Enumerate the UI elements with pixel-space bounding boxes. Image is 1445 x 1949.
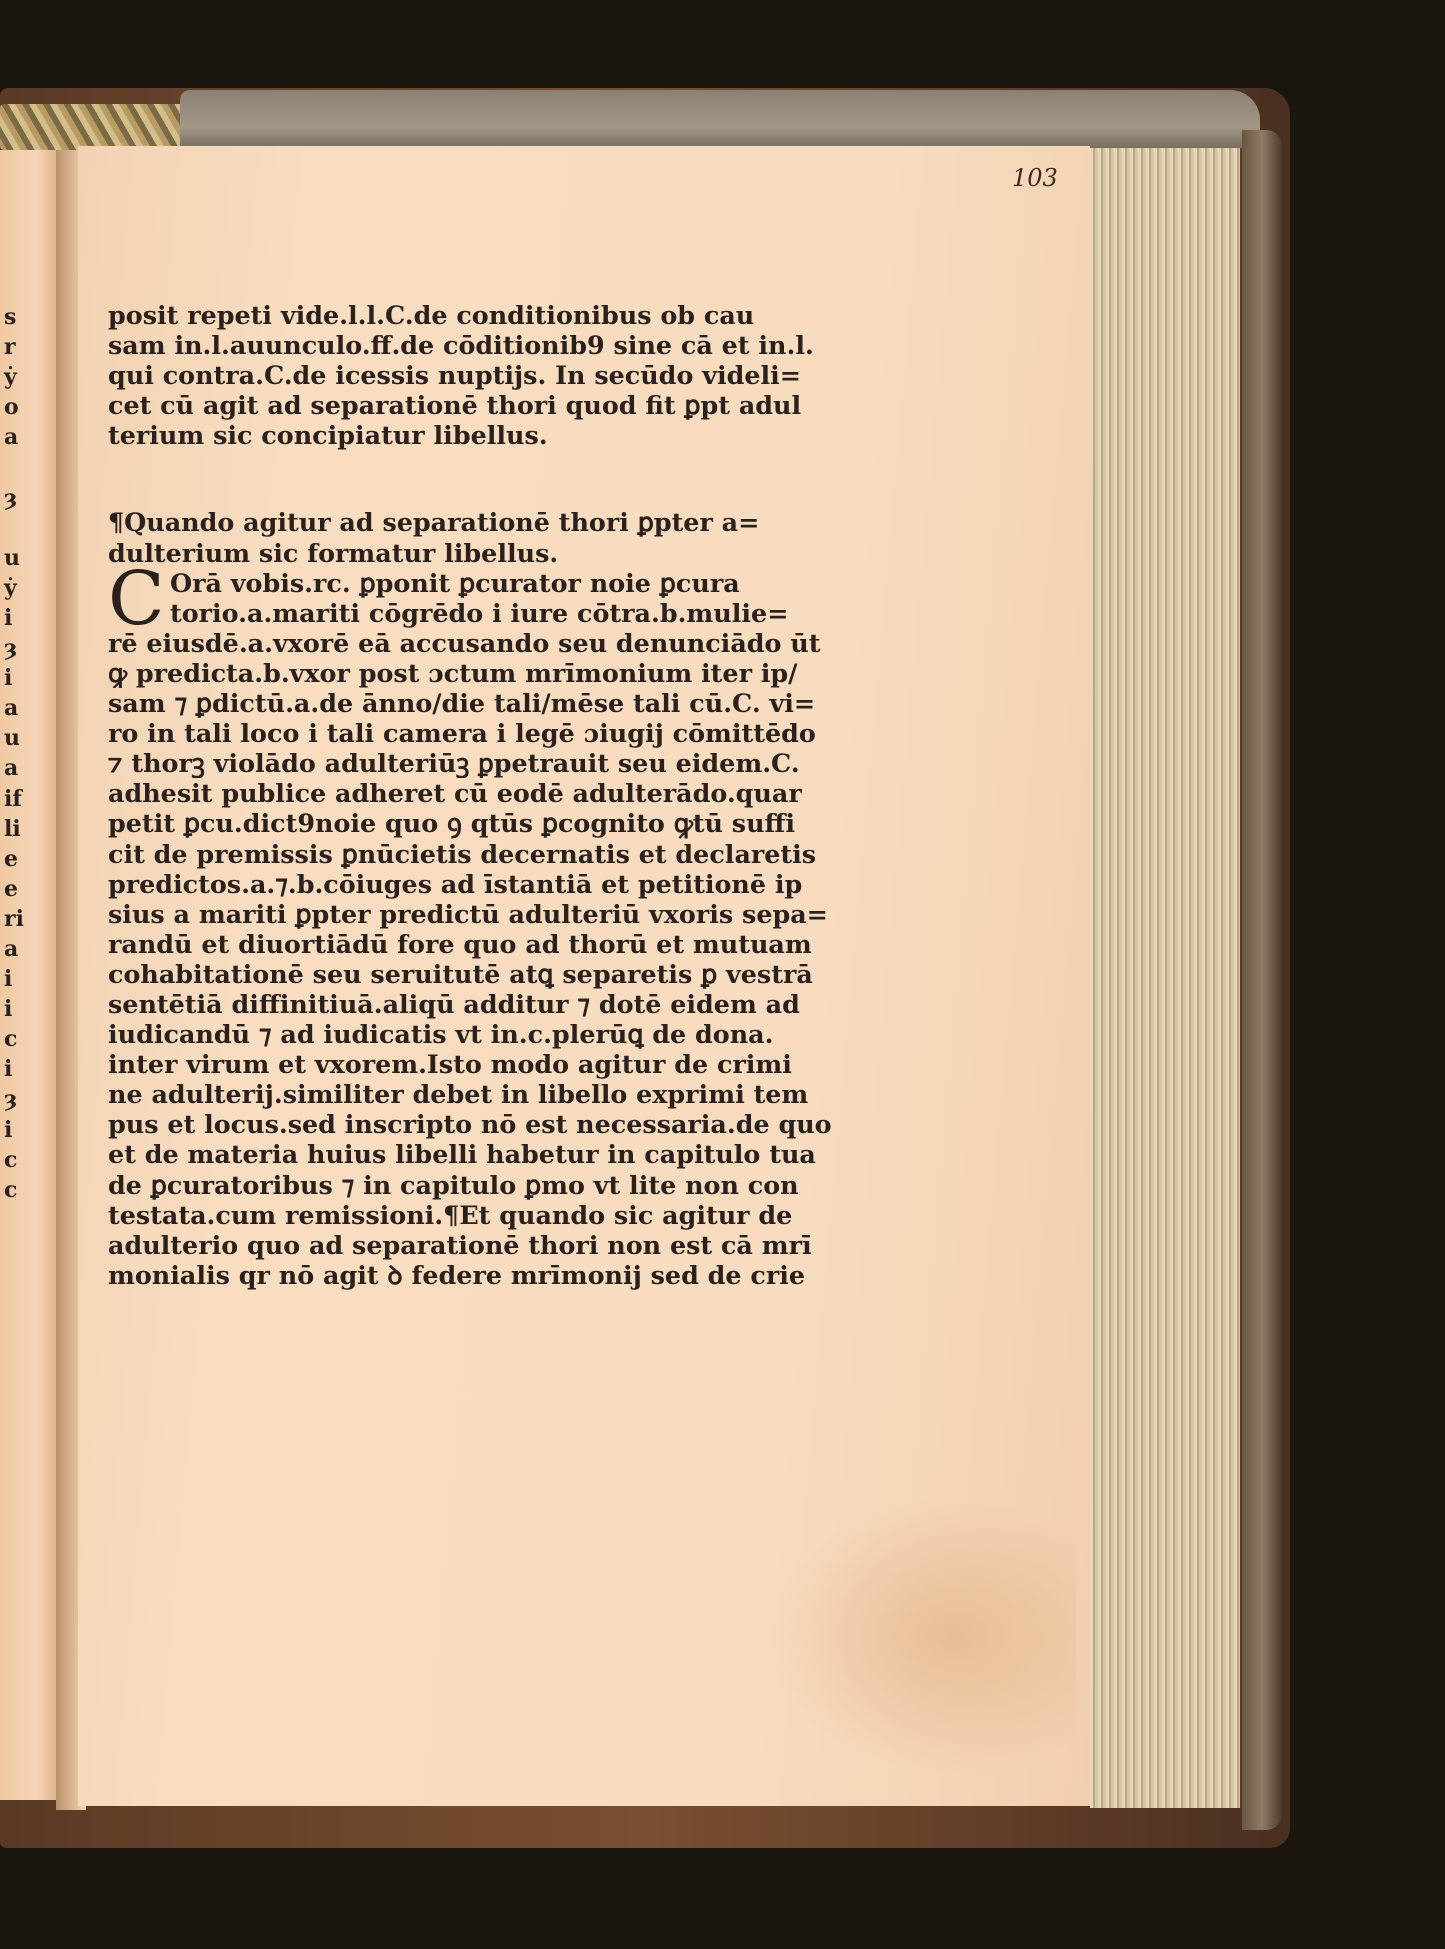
left-page-fragment: li bbox=[4, 815, 21, 842]
left-page-fragment: i bbox=[4, 604, 13, 631]
left-page-fragment: i bbox=[4, 1056, 13, 1083]
text-line: monialis qr nō agit ꝺ federe mrīmonij sed de crie bbox=[108, 1259, 806, 1290]
left-page-fragment: a bbox=[4, 424, 19, 451]
paragraph-2 bbox=[108, 507, 846, 567]
text-line: cit de premissis ꝑnūcietis decernatis et declaretis bbox=[108, 838, 817, 869]
left-page-fragment: ẏ bbox=[4, 364, 17, 391]
left-page-fragment: if bbox=[4, 785, 22, 812]
left-page-fragment: i bbox=[4, 665, 13, 692]
text-line: torio.a.mariti cōgrēdo i iure cōtra.b.mulie= bbox=[170, 597, 789, 628]
left-page-fragment: c bbox=[4, 1176, 18, 1203]
left-page-fragment: u bbox=[4, 544, 20, 571]
left-page-fragment: o bbox=[4, 394, 19, 421]
text-line: adhesit publice adheret cū eodē adulterādo.quar bbox=[108, 778, 802, 809]
text-line: rē eiusdē.a.vxorē eā accusando seu denunciādo ūt bbox=[108, 627, 821, 658]
text-line: ro in tali loco i tali camera i legē ɔiugij cōmittēdo bbox=[108, 718, 816, 749]
text-line: ⁊ thorꝫ violādo adulteriūꝫ ꝑpetrauit seu eidem.C. bbox=[108, 748, 800, 779]
left-page-fragment: i bbox=[4, 966, 13, 993]
text-line: sentētiā diffinitiuā.aliqū additur ⁊ dotē eidem ad bbox=[108, 988, 800, 1019]
left-page-fragment bbox=[4, 513, 24, 543]
text-line: de ꝑcuratoribus ⁊ in capitulo ꝑmo vt lite non con bbox=[108, 1169, 799, 1200]
paragraph-3-indented-lines bbox=[108, 555, 846, 642]
left-page-fragment: ȝ bbox=[4, 635, 18, 662]
left-page-fragment: ȝ bbox=[4, 1086, 18, 1113]
left-page-fragment: u bbox=[4, 725, 20, 752]
cover-top-edge bbox=[180, 90, 1260, 152]
text-line: randū et diuortiādū fore quo ad thorū et mutuam bbox=[108, 928, 812, 959]
text-line: predictos.a.⁊.b.cōiuges ad īstantiā et petitionē ip bbox=[108, 868, 803, 899]
left-page-fragment bbox=[4, 452, 24, 482]
text-line: iudicandū ⁊ ad iudicatis vt in.c.plerūꝗ de dona. bbox=[108, 1019, 774, 1050]
paragraph-gap bbox=[108, 450, 846, 507]
text-block bbox=[108, 300, 846, 1290]
left-page-fragment: c bbox=[4, 1026, 18, 1053]
text-line: petit ꝑcu.dict9noie quo ꝯ qtūs ꝑcognito ꝙtū suffi bbox=[108, 808, 796, 839]
left-page-fragment: i bbox=[4, 996, 13, 1023]
folio-number: 103 bbox=[1012, 164, 1058, 192]
text-line: terium sic concipiatur libellus. bbox=[108, 420, 548, 451]
paragraph-3 bbox=[108, 628, 846, 1290]
text-line: ꝙ predicta.b.vxor post ɔctum mrīmonium iter ip/ bbox=[108, 657, 798, 688]
text-line: et de materia huius libelli habetur in capitulo tua bbox=[108, 1139, 816, 1170]
left-page-fragment: ri bbox=[4, 905, 24, 932]
text-line: posit repeti vide.l.l.C.de conditionibus ob cau bbox=[108, 300, 755, 330]
text-line: dulterium sic formatur libellus. bbox=[108, 537, 559, 568]
water-stain bbox=[766, 1496, 1076, 1776]
text-line: inter virum et vxorem.Isto modo agitur de crimi bbox=[108, 1049, 792, 1080]
paragraph-3-opening bbox=[108, 555, 846, 642]
left-page-fragment: c bbox=[4, 1146, 18, 1173]
left-page-fragment: i bbox=[4, 1116, 13, 1143]
cover-fore-edge bbox=[1242, 130, 1282, 1830]
text-line: sius a mariti ꝑpter predictū adulteriū vxoris sepa= bbox=[108, 898, 828, 929]
text-line: pus et locus.sed inscripto nō est necessaria.de quo bbox=[108, 1109, 832, 1140]
text-line: ne adulterij.similiter debet in libello exprimi tem bbox=[108, 1079, 809, 1110]
paragraph-1 bbox=[108, 300, 846, 450]
left-page-fragment: a bbox=[4, 695, 19, 722]
page-edges bbox=[1090, 148, 1246, 1808]
text-line: cet cū agit ad separationē thori quod fit ꝑpt adul bbox=[108, 390, 802, 421]
left-page-fragment: e bbox=[4, 845, 18, 872]
left-page-fragment: ȝ bbox=[4, 484, 18, 511]
text-line: testata.cum remissioni.¶Et quando sic agitur de bbox=[108, 1199, 793, 1230]
text-line: sam ⁊ ꝑdictū.a.de ānno/die tali/mēse tali cū.C. vi= bbox=[108, 688, 816, 719]
text-line: cohabitationē seu seruitutē atꝗ separetis ꝑ vestrā bbox=[108, 958, 813, 989]
left-page-text-fragments bbox=[4, 302, 24, 1205]
left-page-fragment: s bbox=[4, 304, 17, 330]
left-page-fragment: a bbox=[4, 755, 19, 782]
left-page-fragment: r bbox=[4, 334, 16, 361]
initial-letter: C bbox=[108, 555, 165, 642]
text-line: qui contra.C.de icessis nuptijs. In secūdo videli= bbox=[108, 360, 802, 391]
left-page-fragment: e bbox=[4, 875, 18, 902]
left-page-fragment: a bbox=[4, 935, 19, 962]
text-line: adulterio quo ad separationē thori non est cā mrī bbox=[108, 1229, 812, 1260]
text-line: Orā vobis.rc. ꝑponit ꝑcurator noie ꝑcura bbox=[170, 567, 740, 598]
text-line: ¶Quando agitur ad separationē thori ꝑpter a= bbox=[108, 507, 760, 538]
text-line: sam in.l.auunculo.ff.de cōditionib9 sine cā et in.l. bbox=[108, 330, 814, 361]
left-page-fragment: ẏ bbox=[4, 574, 17, 601]
